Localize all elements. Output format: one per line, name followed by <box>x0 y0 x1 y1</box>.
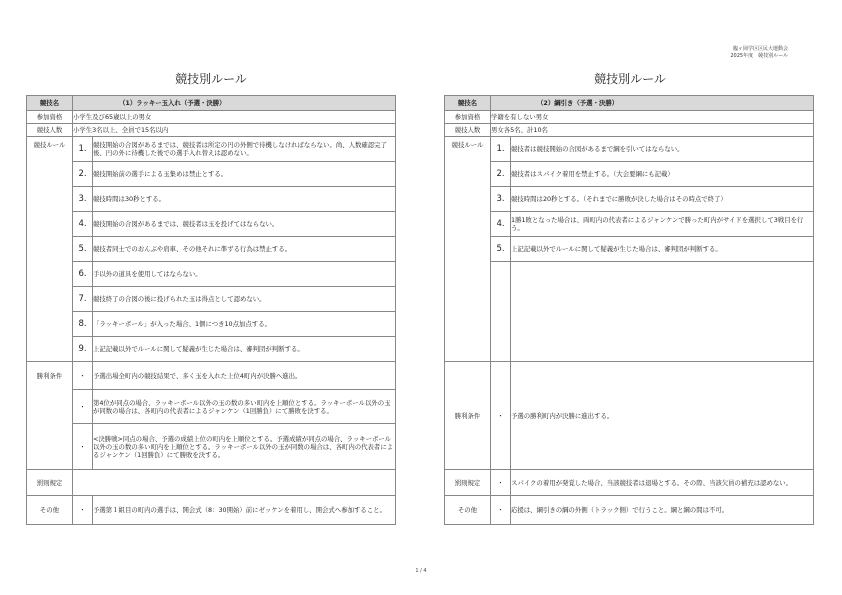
rule-text: 競技開始の合図があるまでは、競技者は玉を投げてはならない。 <box>93 212 396 237</box>
rule-number: 4. <box>491 212 511 237</box>
bullet: ・ <box>491 470 511 496</box>
rule-row <box>445 212 814 237</box>
rule-row <box>27 312 396 337</box>
rule-number: 6. <box>73 262 93 287</box>
rule-number: 1. <box>491 137 511 162</box>
left-event-header-row <box>27 96 396 111</box>
left-sheet-title: 競技別ルール <box>175 72 247 86</box>
rule-text: 競技開始の合図があるまでは、競技者は所定の円の外側で待機しなければならない。尚、人数確認完了後、円の外に待機した後での選手入れ替えは認めない。 <box>93 137 396 162</box>
eligibility-label: 参加資格 <box>27 111 73 124</box>
document-subtitle: 2025年度 競技別ルール <box>730 53 788 59</box>
rule-text: 競技終了の合図の後に投げられた玉は得点として認めない。 <box>93 287 396 312</box>
rule-number: 7. <box>73 287 93 312</box>
rule-row <box>27 187 396 212</box>
other-text: 予選第１組目の町内の選手は、開会式（8：30開始）前にゼッケンを着用し、開会式へ参加すること。 <box>93 496 396 525</box>
bullet: ・ <box>73 390 93 424</box>
event-name: （2）綱引き（予選・決勝） <box>491 96 814 111</box>
left-rules-table <box>26 95 396 525</box>
rule-text: 競技者は競技開始の合図があるまで綱を引いてはならない。 <box>511 137 814 162</box>
rule-number: 5. <box>73 237 93 262</box>
rule-text-empty <box>511 262 814 362</box>
win-text: 予選の勝利町内が決勝に進出する。 <box>511 362 814 470</box>
rule-text: 手以外の道具を使用してはならない。 <box>93 262 396 287</box>
other-label: その他 <box>27 496 73 525</box>
page-number: 1 / 4 <box>415 568 427 574</box>
rule-blank-row <box>445 262 814 362</box>
penalty-label: 罰則規定 <box>445 470 491 496</box>
bullet: ・ <box>73 424 93 470</box>
bullet: ・ <box>73 496 93 525</box>
rule-number: 2. <box>491 162 511 187</box>
bullet: ・ <box>73 362 93 390</box>
rule-number: 8. <box>73 312 93 337</box>
right-event-header-row <box>445 96 814 111</box>
eligibility-label: 参加資格 <box>445 111 491 124</box>
rule-row <box>27 162 396 187</box>
rule-text: 競技者同士でのおんぶや肩車、その他それに準ずる行為は禁止する。 <box>93 237 396 262</box>
win-text: 予選出場全町内の競技結果で、多く玉を入れた上位4町内が決勝へ進出。 <box>93 362 396 390</box>
rule-text: 競技者はスパイク着用を禁止する。（大会要綱にも記載） <box>511 162 814 187</box>
rule-number: 3. <box>491 187 511 212</box>
rule-row <box>445 137 814 162</box>
eligibility-value: 小学生及び65歳以上の男女 <box>73 111 396 124</box>
event-name: （1）ラッキー玉入れ（予選・決勝） <box>73 96 396 111</box>
rule-text: 競技開始前の選手による玉集めは禁止とする。 <box>93 162 396 187</box>
players-value: 小学生3名以上、全員で15名以内 <box>73 124 396 137</box>
players-label: 競技人数 <box>27 124 73 137</box>
bullet: ・ <box>491 496 511 525</box>
event-label: 競技名 <box>445 96 491 111</box>
players-row <box>445 124 814 137</box>
players-row <box>27 124 396 137</box>
rules-label: 競技ルール <box>27 137 73 362</box>
rule-row <box>27 337 396 362</box>
rule-row <box>27 262 396 287</box>
rule-row <box>27 137 396 162</box>
rule-number: 2. <box>73 162 93 187</box>
rule-row <box>445 162 814 187</box>
rule-text: 上記記載以外でルールに関して疑義が生じた場合は、審判団が判断する。 <box>93 337 396 362</box>
rule-row <box>27 212 396 237</box>
rule-text: 「ラッキーボール」が入った場合、1個につき10点加点する。 <box>93 312 396 337</box>
other-label: その他 <box>445 496 491 525</box>
eligibility-row <box>445 111 814 124</box>
rule-row <box>445 237 814 262</box>
rule-number: 4. <box>73 212 93 237</box>
document-header <box>730 46 788 60</box>
penalty-empty <box>73 470 396 496</box>
rule-number-empty <box>491 262 511 362</box>
other-text: 応援は、綱引きの綱の外側（トラック側）で行うこと。綱と綱の間は不可。 <box>511 496 814 525</box>
win-condition-row <box>27 424 396 470</box>
rule-text: 1勝1敗となった場合は、両町内の代表者によるジャンケンで勝った町内がサイドを選択して3戦目を行う。 <box>511 212 814 237</box>
penalty-row <box>445 470 814 496</box>
rule-text: 競技時間は30秒とする。 <box>93 187 396 212</box>
right-rules-table <box>444 95 814 525</box>
win-condition-row <box>27 390 396 424</box>
players-value: 男女各5名、計10名 <box>491 124 814 137</box>
rule-number: 5. <box>491 237 511 262</box>
rule-row <box>27 237 396 262</box>
rule-row <box>445 187 814 212</box>
win-label: 勝利条件 <box>445 362 491 470</box>
rule-number: 9. <box>73 337 93 362</box>
rule-text: 競技時間は20秒とする。（それまでに勝敗が決した場合はその時点で終了） <box>511 187 814 212</box>
event-label: 競技名 <box>27 96 73 111</box>
penalty-label: 罰則規定 <box>27 470 73 496</box>
organizer-name: 臨ヶ岡学区区民大運動会 <box>732 46 788 52</box>
rule-text: 上記記載以外でルールに関して疑義が生じた場合は、審判団が判断する。 <box>511 237 814 262</box>
penalty-text: スパイクの着用が発覚した場合、当該競技者は退場とする。その際、当該欠員の補充は認めない。 <box>511 470 814 496</box>
rule-row <box>27 287 396 312</box>
bullet: ・ <box>491 362 511 470</box>
rules-label: 競技ルール <box>445 137 491 362</box>
right-sheet-title: 競技別ルール <box>594 72 666 86</box>
penalty-row <box>27 470 396 496</box>
rule-number: 3. <box>73 187 93 212</box>
eligibility-value: 学籍を有しない男女 <box>491 111 814 124</box>
win-label: 勝利条件 <box>27 362 73 470</box>
win-text: <決勝戦>同点の場合、予選の成績上位の町内を上順位とする。予選成績が同点の場合、ラッキーボール以外の玉の数の多い町内を上順位とする。ラッキーボール以外の玉が同数の場合は、各町内の代表者によるジャンケン（1回勝負）にて勝敗を決する。 <box>93 424 396 470</box>
other-row <box>27 496 396 525</box>
other-row <box>445 496 814 525</box>
players-label: 競技人数 <box>445 124 491 137</box>
win-text: 第4位が同点の場合、ラッキーボール以外の玉の数の多い町内を上順位とする。ラッキーボール以外の玉が同数の場合は、各町内の代表者によるジャンケン（1回勝負）にて勝敗を決する。 <box>93 390 396 424</box>
eligibility-row <box>27 111 396 124</box>
win-condition-row <box>445 362 814 470</box>
rule-number: 1. <box>73 137 93 162</box>
win-condition-row <box>27 362 396 390</box>
